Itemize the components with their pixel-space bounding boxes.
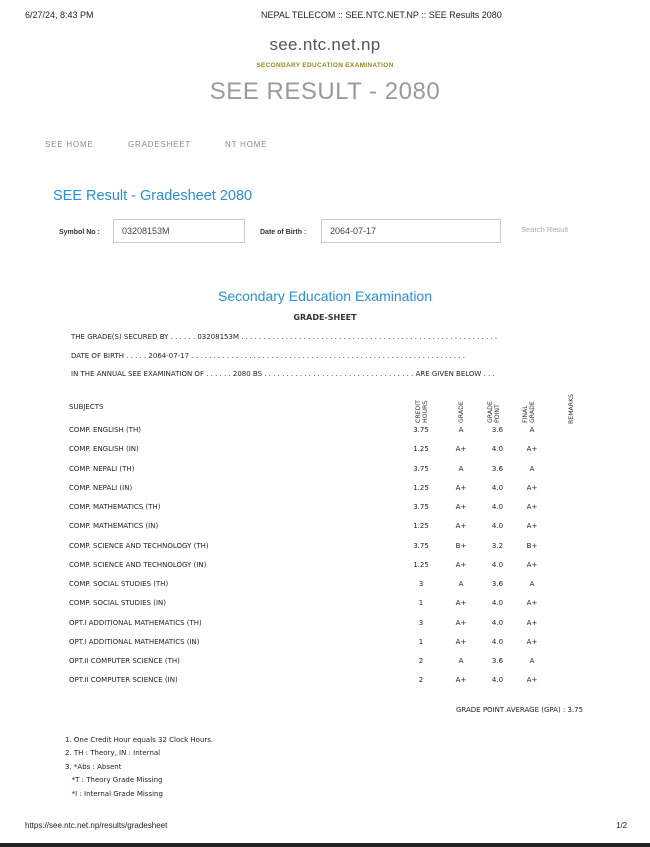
dob-input[interactable]: [321, 219, 501, 243]
subject-cell: OPT.II COMPUTER SCIENCE (TH): [69, 657, 180, 665]
print-url: https://see.ntc.net.np/results/gradesheet: [25, 821, 168, 830]
print-page-title: NEPAL TELECOM :: SEE.NTC.NET.NP :: SEE Results 2080: [261, 10, 502, 20]
grade-point-cell: 4.0: [491, 483, 504, 492]
table-row: [0, 638, 650, 657]
credit-cell: 3: [418, 618, 424, 627]
col-subjects: SUBJECTS: [69, 403, 104, 411]
credit-cell: 3.75: [413, 426, 429, 434]
table-row: [0, 426, 650, 445]
grade-point-cell: 4.0: [491, 618, 504, 627]
final-grade-cell: A: [529, 464, 535, 473]
table-row: [0, 503, 650, 522]
grade-cell: A+: [455, 676, 467, 685]
subject-cell: COMP. SOCIAL STUDIES (IN): [69, 599, 166, 608]
grade-cell: B+: [455, 541, 467, 550]
table-row: [0, 657, 650, 676]
credit-cell: 3: [418, 580, 424, 588]
final-grade-cell: A+: [526, 503, 538, 511]
col-credit-hours: CREDIT HOURS: [415, 400, 429, 423]
grade-point-cell: 4.0: [491, 503, 504, 511]
credit-cell: 1.25: [413, 445, 429, 454]
grade-point-cell: 3.6: [491, 426, 504, 434]
credit-cell: 1: [418, 637, 424, 646]
final-grade-cell: A+: [526, 445, 538, 454]
subject-cell: COMP. NEPALI (IN): [69, 483, 133, 492]
grade-point-cell: 3.6: [491, 580, 504, 588]
note-5: *I : Internal Grade Missing: [65, 790, 163, 798]
subject-cell: COMP. MATHEMATICS (IN): [69, 522, 159, 531]
exam-line: IN THE ANNUAL SEE EXAMINATION OF . . . . . . 2080 BS . . . . . . . . . . . . . . . . . . . . . . . . . . . . . . . . . . ARE GIVEN BELOW . . .: [71, 370, 495, 378]
col-grade: GRADE: [458, 401, 465, 423]
print-page-number: 1/2: [616, 821, 628, 830]
subject-cell: COMP. ENGLISH (IN): [69, 445, 139, 454]
dob-label: Date of Birth :: [260, 229, 307, 236]
subject-cell: OPT.I ADDITIONAL MATHEMATICS (TH): [69, 618, 202, 627]
grade-cell: A: [458, 464, 464, 473]
grade-cell: A+: [455, 618, 467, 627]
subject-cell: COMP. ENGLISH (TH): [69, 426, 141, 434]
note-3: 3. *Abs : Absent: [65, 763, 122, 771]
subject-cell: COMP. NEPALI (TH): [69, 464, 135, 473]
grade-cell: A: [458, 426, 464, 434]
print-datetime: 6/27/24, 8:43 PM: [25, 10, 94, 20]
final-grade-cell: A: [529, 580, 535, 588]
secured-by-line: THE GRADE(S) SECURED BY . . . . . . 03208153M . . . . . . . . . . . . . . . . . . . . . . . . . . . . . . . . . . . . . . . . . . . . . . . . . . . . . . . . . .: [71, 333, 498, 341]
subject-cell: COMP. SOCIAL STUDIES (TH): [69, 580, 169, 588]
sheet-heading: Secondary Education Examination: [217, 288, 433, 304]
grade-cell: A+: [455, 503, 467, 511]
col-grade-point: GRADE POINT: [487, 401, 501, 423]
search-result-button[interactable]: Search Result: [521, 225, 569, 234]
final-grade-cell: A: [529, 657, 535, 665]
final-grade-cell: A+: [526, 522, 538, 531]
subject-cell: OPT.I ADDITIONAL MATHEMATICS (IN): [69, 637, 200, 646]
nav-nt-home[interactable]: NT HOME: [225, 140, 268, 149]
final-grade-cell: A+: [526, 599, 538, 608]
subject-cell: COMP. SCIENCE AND TECHNOLOGY (TH): [69, 541, 209, 550]
credit-cell: 3.75: [413, 503, 429, 511]
grade-point-cell: 4.0: [491, 445, 504, 454]
note-1: 1. One Credit Hour equals 32 Clock Hours.: [65, 736, 214, 744]
table-row: [0, 484, 650, 503]
credit-cell: 1.25: [413, 483, 429, 492]
grade-cell: A+: [455, 637, 467, 646]
credit-cell: 1.25: [413, 522, 429, 531]
grade-point-cell: 4.0: [491, 560, 504, 569]
table-row: [0, 445, 650, 464]
subject-cell: COMP. SCIENCE AND TECHNOLOGY (IN): [69, 560, 207, 569]
grade-point-cell: 4.0: [491, 637, 504, 646]
search-title: SEE Result - Gradesheet 2080: [53, 188, 253, 204]
credit-cell: 3.75: [413, 464, 429, 473]
grade-cell: A+: [455, 522, 467, 531]
col-final-grade: FINAL GRADE: [522, 401, 536, 423]
table-row: [0, 465, 650, 484]
final-grade-cell: A+: [526, 483, 538, 492]
dob-line: DATE OF BIRTH . . . . . 2064-07-17 . . . . . . . . . . . . . . . . . . . . . . . . . . . . . . . . . . . . . . . . . . . . . . . . . . . . . . . . . . . . . .: [71, 352, 466, 360]
grade-point-cell: 3.6: [491, 657, 504, 665]
grade-point-cell: 4.0: [491, 676, 504, 685]
subject-cell: OPT.II COMPUTER SCIENCE (IN): [69, 676, 178, 685]
grade-cell: A+: [455, 560, 467, 569]
site-subtitle: SECONDARY EDUCATION EXAMINATION: [256, 62, 394, 69]
subject-cell: COMP. MATHEMATICS (TH): [69, 503, 161, 511]
grade-point-cell: 3.2: [491, 541, 504, 550]
nav-gradesheet[interactable]: GRADESHEET: [128, 140, 192, 149]
col-remarks: REMARKS: [568, 393, 575, 424]
final-grade-cell: A+: [526, 637, 538, 646]
grade-cell: A+: [455, 483, 467, 492]
table-row: [0, 542, 650, 561]
table-row: [0, 599, 650, 618]
note-2: 2. TH : Theory, IN : Internal: [65, 749, 161, 757]
final-grade-cell: A+: [526, 618, 538, 627]
symbol-label: Symbol No :: [59, 229, 100, 236]
grade-point-cell: 3.6: [491, 464, 504, 473]
credit-cell: 1.25: [413, 560, 429, 569]
grade-cell: A+: [455, 599, 467, 608]
grade-cell: A: [458, 657, 464, 665]
table-row: [0, 676, 650, 695]
table-row: [0, 619, 650, 638]
final-grade-cell: B+: [526, 541, 538, 550]
credit-cell: 1: [418, 599, 424, 608]
nav-see-home[interactable]: SEE HOME: [45, 140, 94, 149]
final-grade-cell: A: [529, 426, 535, 434]
credit-cell: 2: [418, 676, 424, 685]
table-row: [0, 580, 650, 599]
site-domain: see.ntc.net.np: [269, 35, 381, 54]
table-row: [0, 561, 650, 580]
sheet-subheading: GRADE-SHEET: [293, 313, 357, 322]
symbol-input[interactable]: [113, 219, 245, 243]
grade-cell: A+: [455, 445, 467, 454]
page-bottom-rule: [0, 843, 650, 847]
credit-cell: 2: [418, 657, 424, 665]
grade-point-cell: 4.0: [491, 599, 504, 608]
grade-point-cell: 4.0: [491, 522, 504, 531]
page-headline: SEE RESULT - 2080: [209, 78, 441, 105]
final-grade-cell: A+: [526, 676, 538, 685]
note-4: *T : Theory Grade Missing: [65, 776, 163, 784]
grade-cell: A: [458, 580, 464, 588]
table-row: [0, 522, 650, 541]
gpa-line: GRADE POINT AVERAGE (GPA) : 3.75: [456, 706, 584, 714]
final-grade-cell: A+: [526, 560, 538, 569]
credit-cell: 3.75: [413, 541, 429, 550]
